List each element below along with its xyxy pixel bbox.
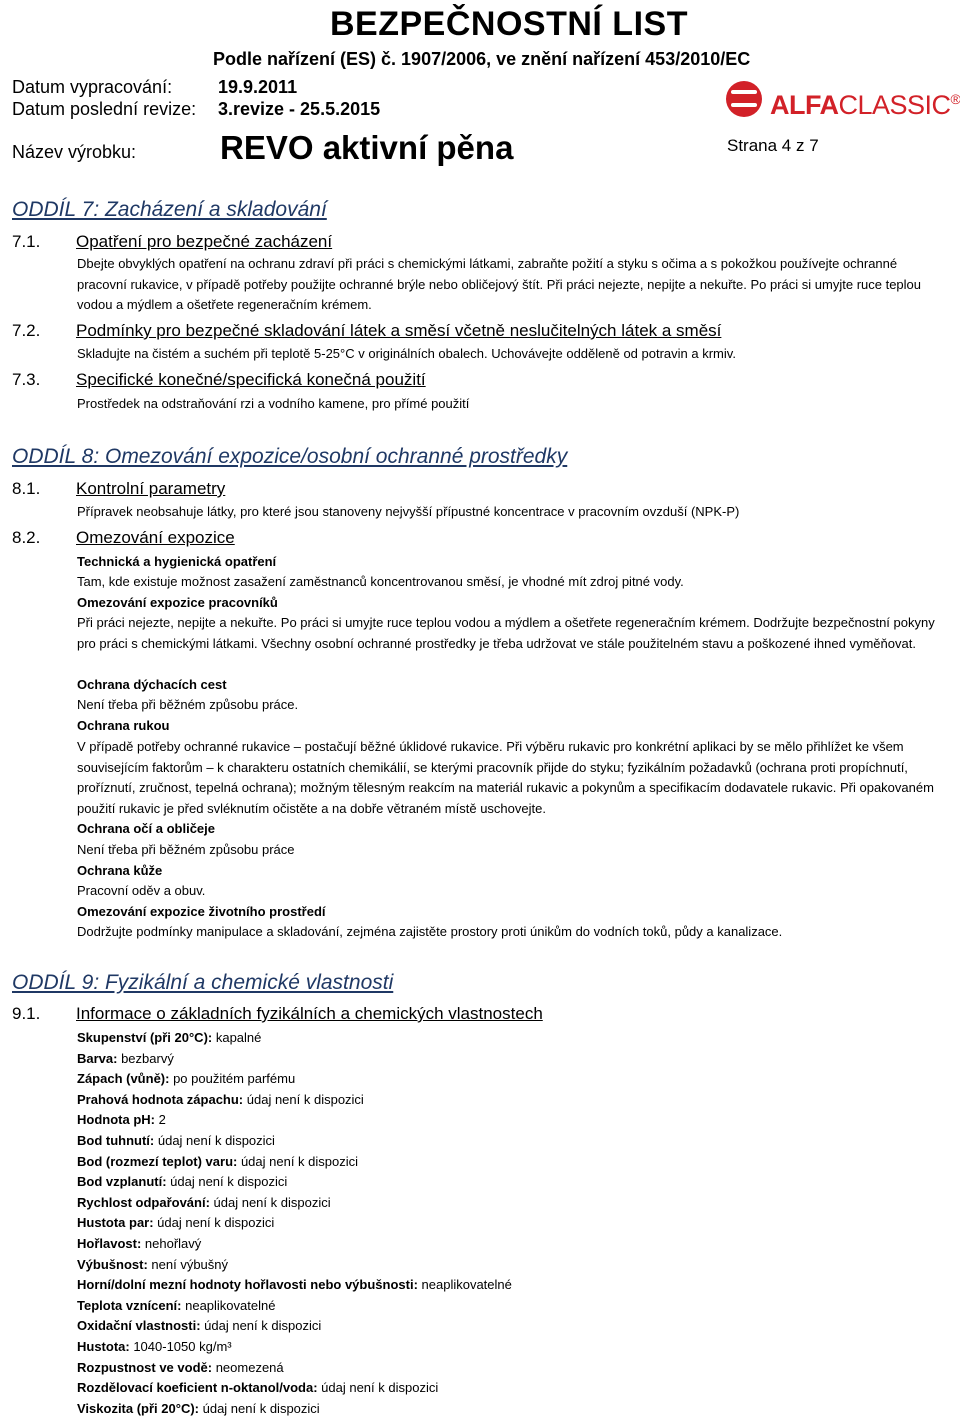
property-value: údaj není k dispozici [166, 1174, 288, 1190]
subsection-title: Specifické konečné/specifická konečná použití [76, 370, 426, 389]
subsection-7-1 [12, 231, 332, 253]
regulation-reference: Podle nařízení (ES) č. 1907/2006, ve znění nařízení 453/2010/EC [213, 49, 751, 69]
property-row [77, 1152, 358, 1173]
subsection-title: Podmínky pro bezpečné skladování látek a směsí včetně neslučitelných látek a směsí [76, 321, 722, 340]
respiratory-protection-text: Není třeba při běžném způsobu práce. [77, 697, 299, 712]
worker-exposure-heading: Omezování expozice pracovníků [77, 595, 278, 610]
date-prepared-label: Datum vypracování: [12, 77, 173, 97]
section-7-3-text: Prostředek na odstraňování rzi a vodního kamene, pro přímé použití [77, 396, 470, 411]
subsection-number: 8.2. [12, 528, 41, 547]
property-value: údaj není k dispozici [237, 1153, 359, 1169]
subsection-title: Informace o základních fyzikálních a chemických vlastnostech [76, 1004, 543, 1023]
property-row [77, 1172, 287, 1193]
subsection-7-2 [12, 320, 721, 342]
section-8-1-text: Přípravek neobsahuje látky, pro které jsou stanoveny nejvyšší přípustné koncentrace v pracovním ovzduší (NPK-P) [77, 504, 740, 519]
environmental-exposure-text: Dodržujte podmínky manipulace a skladování, zejména zajistěte prostory proti únikům do vodních toků, půdy a kanalizace. [77, 924, 783, 939]
property-row [77, 1213, 274, 1234]
property-row [77, 1049, 174, 1070]
property-label: Horní/dolní mezní hodnoty hořlavosti nebo výbušnosti: [77, 1277, 418, 1293]
property-label: Rozdělovací koeficient n-oktanol/voda: [77, 1380, 318, 1396]
eye-protection-heading: Ochrana očí a obličeje [77, 821, 215, 836]
document-header [0, 0, 960, 172]
property-value: nehořlavý [141, 1236, 202, 1251]
property-row [77, 1296, 275, 1317]
respiratory-protection-heading: Ochrana dýchacích cest [77, 677, 227, 692]
hand-protection-heading: Ochrana rukou [77, 718, 170, 733]
property-label: Skupenství (při 20°C): [77, 1030, 213, 1045]
property-value: údaj není k dispozici [200, 1318, 322, 1334]
property-label: Viskozita (při 20°C): [77, 1400, 199, 1416]
subsection-number: 7.1. [12, 232, 41, 251]
property-value: bezbarvý [117, 1050, 174, 1066]
date-prepared-row [12, 76, 297, 98]
property-value: 2 [154, 1112, 166, 1128]
property-label: Zápach (vůně): [77, 1071, 170, 1087]
skin-protection-text: Pracovní oděv a obuv. [77, 883, 206, 898]
logo-wordmark: ALFACLASSIC® [770, 90, 960, 120]
subsection-8-2 [12, 527, 235, 549]
property-label: Výbušnost: [77, 1256, 148, 1272]
product-row [12, 130, 952, 170]
subsection-title: Opatření pro bezpečné zacházení [76, 232, 333, 251]
property-value: kapalné [212, 1030, 262, 1045]
property-value: neaplikovatelné [181, 1297, 276, 1313]
property-row [77, 1358, 284, 1379]
property-row [77, 1028, 261, 1049]
alfaclassic-logo [726, 79, 960, 120]
property-label: Bod vzplanutí: [77, 1174, 167, 1190]
eye-protection-text: Není třeba při běžném způsobu práce [77, 842, 295, 857]
subsection-number: 8.1. [12, 479, 41, 498]
property-value: údaj není k dispozici [209, 1194, 331, 1210]
property-label: Bod tuhnutí: [77, 1133, 155, 1148]
property-row [77, 1316, 321, 1337]
property-value: údaj není k dispozici [153, 1215, 275, 1231]
property-value: po použitém parfému [169, 1071, 296, 1087]
property-label: Hořlavost: [77, 1236, 142, 1251]
logo-mark-icon [726, 81, 762, 117]
section-8-title: ODDÍL 8: Omezování expozice/osobní ochranné prostředky [12, 445, 568, 468]
property-value: údaj není k dispozici [317, 1380, 439, 1396]
property-label: Hodnota pH: [77, 1112, 155, 1128]
property-row [77, 1378, 438, 1399]
date-prepared-value: 19.9.2011 [218, 77, 298, 97]
property-label: Prahová hodnota zápachu: [77, 1091, 244, 1107]
subsection-title: Kontrolní parametry [76, 479, 226, 498]
hand-protection-text: V případě potřeby ochranné rukavice – postačují běžné úklidové rukavice. Při výběru rukavic pro konkrétní aplikaci by se mělo přihlížet ke všem souvisejícím faktorům – k charakteru ostatních chemikálií, se kterými pracovník přijde do styku; fyzikálním požadavků (ochrana proti propíchnutí, proříznutí, zručnost, tepelná ochrana); možným tělesným reakcím na materiál rukavic a pokynům a specifikacím dodavatele rukavic. Při opakovaném použití rukavic je před svléknutím očistěte a na dobře větraném místě uschovejte. [77, 739, 934, 816]
technical-measures-heading: Technická a hygienická opatření [77, 554, 277, 569]
worker-exposure-text: Při práci nejezte, nepijte a nekuřte. Po práci si umyjte ruce teplou vodou a mýdlem a ošetřete regeneračním krémem. Dodržujte bezpečnostní pokyny pro práci s chemickými látkami. Všechny osobní ochranné prostředky je třeba udržovat ve stále použitelném stavu a poškozené ihned vyměňovat. [77, 615, 935, 651]
property-label: Teplota vznícení: [77, 1297, 182, 1313]
subsection-title: Omezování expozice [76, 528, 235, 547]
property-value: údaj není k dispozici [199, 1400, 320, 1416]
date-revision-row [12, 98, 380, 120]
property-row [77, 1234, 201, 1255]
property-row [77, 1337, 232, 1358]
subsection-number: 7.3. [12, 370, 41, 389]
section-7-1-text: Dbejte obvyklých opatření na ochranu zdraví při práci s chemickými látkami, zabraňte požití a styku s očima a s pokožkou používejte ochranné pracovní rukavice, v případě potřeby použijte ochranné brýle nebo obličejový štít. Při práci nejezte, nepijte a nekuřte. Po práci si umyjte ruce teplou vodou a mýdlem a ošetřete regeneračním krémem. [77, 256, 922, 313]
technical-measures-text: Tam, kde existuje možnost zasažení zaměstnanců koncentrovanou směsí, je vhodné mít zdroj pitné vody. [77, 574, 684, 589]
skin-protection-heading: Ochrana kůže [77, 863, 163, 878]
property-label: Rozpustnost ve vodě: [77, 1359, 213, 1375]
section-9-title: ODDÍL 9: Fyzikální a chemické vlastnosti [12, 971, 394, 994]
property-label: Oxidační vlastnosti: [77, 1318, 201, 1334]
property-value: neaplikovatelné [417, 1277, 512, 1293]
document-title: BEZPEČNOSTNÍ LIST [330, 5, 688, 43]
environmental-exposure-heading: Omezování expozice životního prostředí [77, 904, 326, 919]
property-row [77, 1255, 228, 1276]
property-row [77, 1131, 275, 1152]
property-row [77, 1090, 364, 1111]
property-label: Hustota: [77, 1339, 130, 1354]
property-label: Hustota par: [77, 1215, 154, 1231]
subsection-7-3 [12, 369, 426, 391]
property-row [77, 1069, 295, 1090]
property-row [77, 1399, 320, 1419]
subsection-9-1 [12, 1003, 543, 1025]
property-value: údaj není k dispozici [243, 1091, 364, 1107]
subsection-number: 9.1. [12, 1004, 41, 1023]
property-label: Rychlost odpařování: [77, 1194, 210, 1210]
property-value: není výbušný [147, 1256, 229, 1272]
section-7-title: ODDÍL 7: Zacházení a skladování [12, 198, 327, 221]
property-row [77, 1110, 166, 1131]
property-label: Bod (rozmezí teplot) varu: [77, 1153, 238, 1169]
date-revision-label: Datum poslední revize: [12, 99, 197, 119]
subsection-number: 7.2. [12, 321, 41, 340]
subsection-8-1 [12, 478, 225, 500]
property-value: údaj není k dispozici [154, 1133, 275, 1148]
property-row [77, 1193, 331, 1214]
page-number: Strana 4 z 7 [727, 136, 819, 155]
property-label: Barva: [77, 1050, 118, 1066]
product-name: REVO aktivní pěna [220, 129, 514, 166]
product-label: Název výrobku: [12, 142, 137, 162]
property-row [77, 1275, 512, 1296]
date-revision-value: 3.revize - 25.5.2015 [218, 99, 381, 119]
property-value: neomezená [212, 1359, 284, 1375]
section-7-2-text: Skladujte na čistém a suchém při teplotě 5-25°C v originálních obalech. Uchovávejte odděleně od potravin a krmiv. [77, 346, 736, 361]
property-value: 1040-1050 kg/m³ [129, 1339, 232, 1354]
